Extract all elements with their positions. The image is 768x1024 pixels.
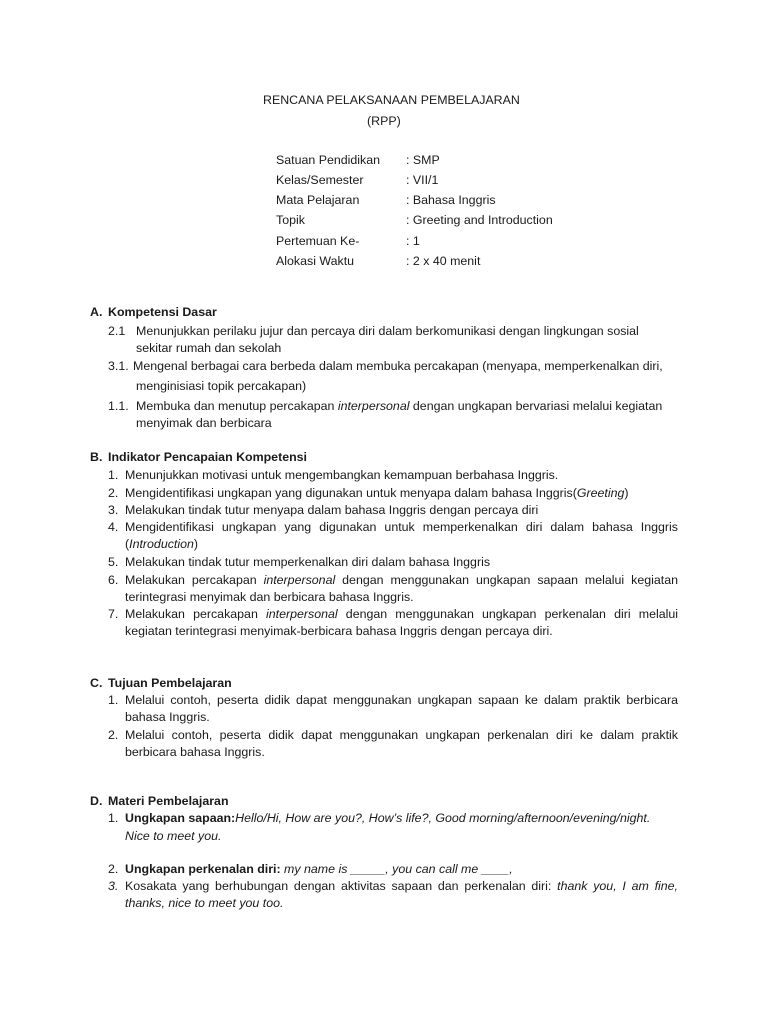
italic-term: Introduction xyxy=(129,537,194,551)
italic-term: thank you, I am fine, xyxy=(557,879,678,893)
text-run: Melakukan percakapan xyxy=(125,607,266,621)
list-number: 2. xyxy=(108,486,119,500)
list-number: 2.1 xyxy=(108,324,126,338)
text-run: Mengidentifikasi ungkapan yang digunakan untuk menyapa dalam bahasa Inggris( xyxy=(125,486,577,500)
list-item-text: Melakukan tindak tutur menyapa dalam bahasa Inggris dengan percaya diri xyxy=(125,503,539,517)
text-run: dengan menggunakan ungkapan sapaan melalui kegiatan xyxy=(335,573,678,587)
text-run: ( xyxy=(125,537,130,551)
identity-label: Kelas/Semester xyxy=(276,173,364,187)
list-number: 4. xyxy=(108,520,119,534)
italic-term: my name is _____, you can call me ____, xyxy=(280,862,513,876)
list-item-text: berbicara bahasa Inggris. xyxy=(125,745,265,759)
section-marker: B. xyxy=(90,450,103,464)
list-number: 1. xyxy=(108,693,119,707)
list-item-text: Mengidentifikasi ungkapan yang digunakan untuk memperkenalkan diri dalam bahasa Inggris xyxy=(125,520,678,534)
list-item-text: Melalui contoh, peserta didik dapat menggunakan ungkapan sapaan ke dalam praktik berbicara xyxy=(125,693,678,707)
list-item-text: terintegrasi menyimak dan berbicara bahasa Inggris. xyxy=(125,590,414,604)
list-item-text xyxy=(125,861,513,878)
text-run: dengan menggunakan ungkapan perkenalan diri melalui xyxy=(337,607,679,621)
document-title: RENCANA PELAKSANAAN PEMBELAJARAN xyxy=(263,93,520,107)
section-heading: Tujuan Pembelajaran xyxy=(108,676,232,690)
list-item-text: Nice to meet you. xyxy=(125,829,222,843)
identity-label: Topik xyxy=(276,213,305,227)
identity-value: : 1 xyxy=(406,234,420,248)
italic-term: interpersonal xyxy=(266,607,338,621)
list-item-text: thanks, nice to meet you too. xyxy=(125,896,284,910)
list-item-text xyxy=(125,810,650,827)
list-item-text: menginisiasi topik percakapan) xyxy=(136,379,307,393)
list-item-text: Menunjukkan motivasi untuk mengembangkan kemampuan berbahasa Inggris. xyxy=(125,468,559,482)
list-item-text: Menunjukkan perilaku jujur dan percaya diri dalam berkomunikasi dengan lingkungan sosial xyxy=(136,324,639,338)
list-item-text: kegiatan terintegrasi menyimak-berbicara bahasa Inggris dengan percaya diri. xyxy=(125,624,553,638)
section-marker: C. xyxy=(90,676,103,690)
list-number: 3.1. xyxy=(108,359,129,373)
document-subtitle: (RPP) xyxy=(367,114,401,128)
item-label: Ungkapan sapaan: xyxy=(125,811,236,825)
list-item-text xyxy=(125,878,678,895)
identity-value: : 2 x 40 menit xyxy=(406,254,481,268)
italic-term: interpersonal xyxy=(337,399,410,413)
text-run: ) xyxy=(193,537,199,551)
list-number: 1. xyxy=(108,811,119,825)
section-heading: Indikator Pencapaian Kompetensi xyxy=(108,450,307,464)
text-run: Membuka dan menutup percakapan xyxy=(136,399,338,413)
identity-label: Satuan Pendidikan xyxy=(276,153,381,167)
identity-label: Alokasi Waktu xyxy=(276,254,355,268)
list-item-text: menyimak dan berbicara xyxy=(136,416,272,430)
list-item-text: bahasa Inggris. xyxy=(125,710,210,724)
section-marker: D. xyxy=(90,794,103,808)
identity-value: : VII/1 xyxy=(406,173,439,187)
list-number: 7. xyxy=(108,607,119,621)
list-number: 3. xyxy=(108,503,119,517)
italic-term: Hello/Hi, How are you?, How’s life?, Good morning/afternoon/evening/night. xyxy=(235,811,651,825)
list-item-text xyxy=(125,572,678,589)
list-number: 3. xyxy=(108,879,119,893)
identity-value: : Greeting and Introduction xyxy=(406,213,553,227)
italic-term: Greeting xyxy=(576,486,625,500)
list-item-text: Melakukan tindak tutur memperkenalkan diri dalam bahasa Inggris xyxy=(125,555,491,569)
section-heading: Materi Pembelajaran xyxy=(108,794,229,808)
identity-value: : Bahasa Inggris xyxy=(406,193,496,207)
list-number: 6. xyxy=(108,573,119,587)
list-item-text: Melalui contoh, peserta didik dapat menggunakan ungkapan perkenalan diri ke dalam praktik xyxy=(125,728,678,742)
text-run: dengan ungkapan bervariasi melalui kegiatan xyxy=(409,399,663,413)
section-heading: Kompetensi Dasar xyxy=(108,305,217,319)
text-run: Kosakata yang berhubungan dengan aktivitas sapaan dan perkenalan diri: xyxy=(125,879,558,893)
list-item-text xyxy=(136,398,662,415)
list-item-text: Mengenal berbagai cara berbeda dalam membuka percakapan (menyapa, memperkenalkan diri, xyxy=(133,359,663,373)
list-item-text xyxy=(125,536,198,553)
list-item-text: sekitar rumah dan sekolah xyxy=(136,341,282,355)
identity-label: Mata Pelajaran xyxy=(276,193,360,207)
list-number: 2. xyxy=(108,862,119,876)
list-number: 5. xyxy=(108,555,119,569)
italic-term: interpersonal xyxy=(263,573,336,587)
list-number: 1. xyxy=(108,468,119,482)
identity-label: Pertemuan Ke- xyxy=(276,234,360,248)
list-number: 2. xyxy=(108,728,119,742)
list-item-text xyxy=(125,485,629,502)
identity-value: : SMP xyxy=(406,153,440,167)
item-label: Ungkapan perkenalan diri: xyxy=(125,862,281,876)
text-run: Melakukan percakapan xyxy=(125,573,264,587)
section-marker: A. xyxy=(90,305,103,319)
text-run: ) xyxy=(624,486,629,500)
list-number: 1.1. xyxy=(108,399,129,413)
list-item-text xyxy=(125,606,678,623)
